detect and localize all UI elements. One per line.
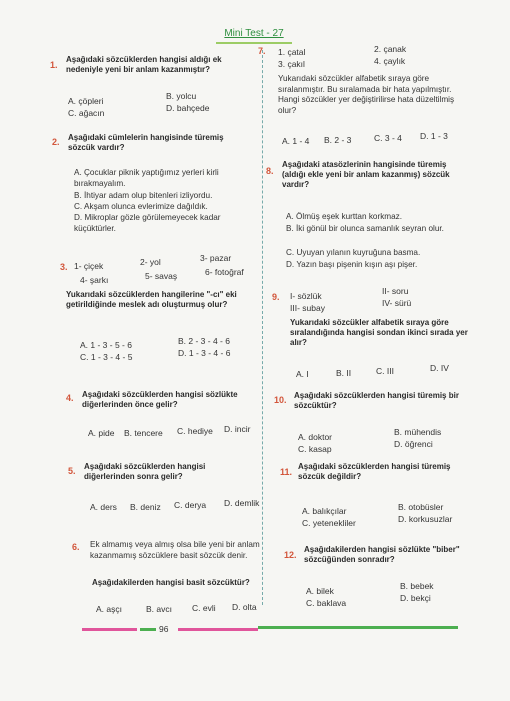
option-d[interactable]: D. incir [224, 424, 251, 434]
question-stem: Yukarıdaki sözcükler alfabetik sıraya göre sıralanmıştır. Bu sıralamada bir hata yapılmıştır. Hangi sözcükler yer değiştirilirse hata düzeltilmiş olur? [278, 74, 455, 115]
question-stem: Aşağıdaki sözcüklerden hangisi aldığı ek nedeniyle yeni bir anlam kazanmıştır? [66, 55, 222, 74]
option-a[interactable]: A. bilek [306, 586, 334, 596]
word-item: 4- şarkı [80, 275, 109, 285]
option-a[interactable]: A. Ölmüş eşek kurttan korkmaz. [286, 212, 403, 221]
option-d[interactable]: D. demlik [224, 498, 260, 508]
question-number: 6. [72, 542, 80, 552]
page-title: Mini Test - 27 [224, 28, 284, 39]
word-item: 3- pazar [200, 253, 232, 263]
option-c[interactable]: C. 1 - 3 - 4 - 5 [80, 352, 133, 362]
word-item: IV- sürü [382, 298, 412, 308]
word-item: 4. çaylık [374, 56, 406, 66]
option-d[interactable]: D. olta [232, 602, 257, 612]
option-b[interactable]: B. yolcu [166, 91, 197, 101]
option-d[interactable]: D. Yazın başı pişenin kışın aşı pişer. [286, 260, 418, 269]
option-d[interactable]: D. Mikroplar gözle görülemeyecek kadar küçüktürler. [74, 213, 221, 233]
footer-bar-pink-2 [178, 628, 258, 631]
question-stem: Aşağıdaki sözcüklerden hangisi sözlükte diğerlerinden önce gelir? [82, 390, 238, 409]
footer-bar-green-2 [258, 626, 458, 629]
option-b[interactable]: B. avcı [146, 604, 172, 614]
question-number: 11. [280, 467, 293, 477]
question-number: 7. [258, 46, 266, 56]
option-c[interactable]: C. derya [174, 500, 207, 510]
option-c[interactable]: C. 3 - 4 [374, 133, 402, 143]
option-a[interactable]: A. doktor [298, 432, 333, 442]
option-c[interactable]: C. ağacın [68, 108, 105, 118]
question-number: 12. [284, 550, 297, 560]
option-c[interactable]: C. baklava [306, 598, 347, 608]
option-a[interactable]: A. Çocuklar piknik yaptığımız yerleri kirli bırakmayalım. [74, 168, 219, 188]
option-a[interactable]: A. aşçı [96, 604, 122, 614]
word-item: II- soru [382, 286, 409, 296]
option-a[interactable]: A. çöpleri [68, 96, 104, 106]
question-stem: Aşağıdaki atasözlerinin hangisinde türemiş (aldığı ekle yeni bir anlam kazanmış) sözcük vardır? [282, 160, 450, 189]
word-item: 6- fotoğraf [205, 267, 244, 277]
word-item: 2. çanak [374, 44, 407, 54]
word-item: III- subay [290, 303, 325, 313]
option-a[interactable]: A. ders [90, 502, 117, 512]
option-c[interactable]: C. Akşam olunca evlerimize dağıldık. [74, 202, 208, 211]
option-d[interactable]: D. öğrenci [394, 439, 433, 449]
question-number: 5. [68, 466, 76, 476]
option-a[interactable]: A. 1 - 3 - 5 - 6 [80, 340, 132, 350]
question-number: 10. [274, 395, 287, 405]
footer-bar-green [140, 628, 156, 631]
option-a[interactable]: A. I [296, 369, 309, 379]
option-c[interactable]: C. Uyuyan yılanın kuyruğuna basma. [286, 248, 421, 257]
column-divider [262, 50, 263, 605]
option-d[interactable]: D. 1 - 3 [420, 131, 448, 141]
option-b[interactable]: B. tencere [124, 428, 163, 438]
word-item: 1- çiçek [74, 261, 104, 271]
word-item: 1. çatal [278, 47, 306, 57]
question-stem: Yukarıdaki sözcükler alfabetik sıraya göre sıralandığında hangisi sondan ikinci sırada yer alır? [290, 318, 468, 347]
option-d[interactable]: D. 1 - 3 - 4 - 6 [178, 348, 231, 358]
question-stem: Aşağıdakilerden hangisi sözlükte "biber" sözcüğünden sonradır? [304, 545, 460, 564]
option-d[interactable]: D. IV [430, 363, 449, 373]
page-number: 96 [159, 624, 169, 634]
option-c[interactable]: C. III [376, 366, 394, 376]
word-item: 2- yol [140, 257, 161, 267]
question-number: 9. [272, 292, 280, 302]
option-b[interactable]: B. İki gönül bir olunca samanlık seyran olur. [286, 224, 444, 233]
question-stem: Aşağıdaki sözcüklerden hangisi diğerlerinden sonra gelir? [84, 462, 206, 481]
question-stem: Aşağıdakilerden hangisi basit sözcüktür? [92, 578, 250, 587]
option-c[interactable]: C. hediye [177, 426, 213, 436]
question-number: 3. [60, 262, 68, 272]
question-intro: Ek almamış veya almış olsa bile yeni bir anlam kazanmamış sözcüklere basit sözcük denir. [90, 540, 260, 560]
option-b[interactable]: B. mühendis [394, 427, 442, 437]
option-c[interactable]: C. yetenekliler [302, 518, 356, 528]
option-a[interactable]: A. 1 - 4 [282, 136, 310, 146]
option-b[interactable]: B. II [336, 368, 352, 378]
option-a[interactable]: A. balıkçılar [302, 506, 347, 516]
option-b[interactable]: B. deniz [130, 502, 161, 512]
word-item: I- sözlük [290, 291, 322, 301]
option-d[interactable]: D. korkusuzlar [398, 514, 453, 524]
word-item: 5- savaş [145, 271, 178, 281]
option-b[interactable]: B. 2 - 3 [324, 135, 352, 145]
option-b[interactable]: B. İhtiyar adam olup bitenleri izliyordu. [74, 191, 213, 200]
question-stem: Yukarıdaki sözcüklerden hangilerine "-cı" eki getirildiğinde meslek adı oluşturmuş olur? [66, 290, 237, 309]
question-stem: Aşağıdaki cümlelerin hangisinde türemiş sözcük vardır? [68, 133, 224, 152]
question-stem: Aşağıdaki sözcüklerden hangisi türemiş sözcük değildir? [298, 462, 451, 481]
option-b[interactable]: B. bebek [400, 581, 434, 591]
question-number: 8. [266, 166, 274, 176]
option-b[interactable]: B. 2 - 3 - 4 - 6 [178, 336, 230, 346]
option-b[interactable]: B. otobüsler [398, 502, 444, 512]
option-a[interactable]: A. pide [88, 428, 115, 438]
question-stem: Aşağıdaki sözcüklerden hangisi türemiş bir sözcüktür? [294, 391, 459, 410]
option-c[interactable]: C. kasap [298, 444, 332, 454]
question-number: 2. [52, 137, 60, 147]
question-number: 1. [50, 60, 58, 70]
option-c[interactable]: C. evli [192, 603, 216, 613]
question-number: 4. [66, 393, 74, 403]
option-d[interactable]: D. bekçi [400, 593, 431, 603]
title-underline [216, 42, 292, 44]
option-d[interactable]: D. bahçede [166, 103, 210, 113]
word-item: 3. çakıl [278, 59, 305, 69]
footer-bar-pink [82, 628, 137, 631]
